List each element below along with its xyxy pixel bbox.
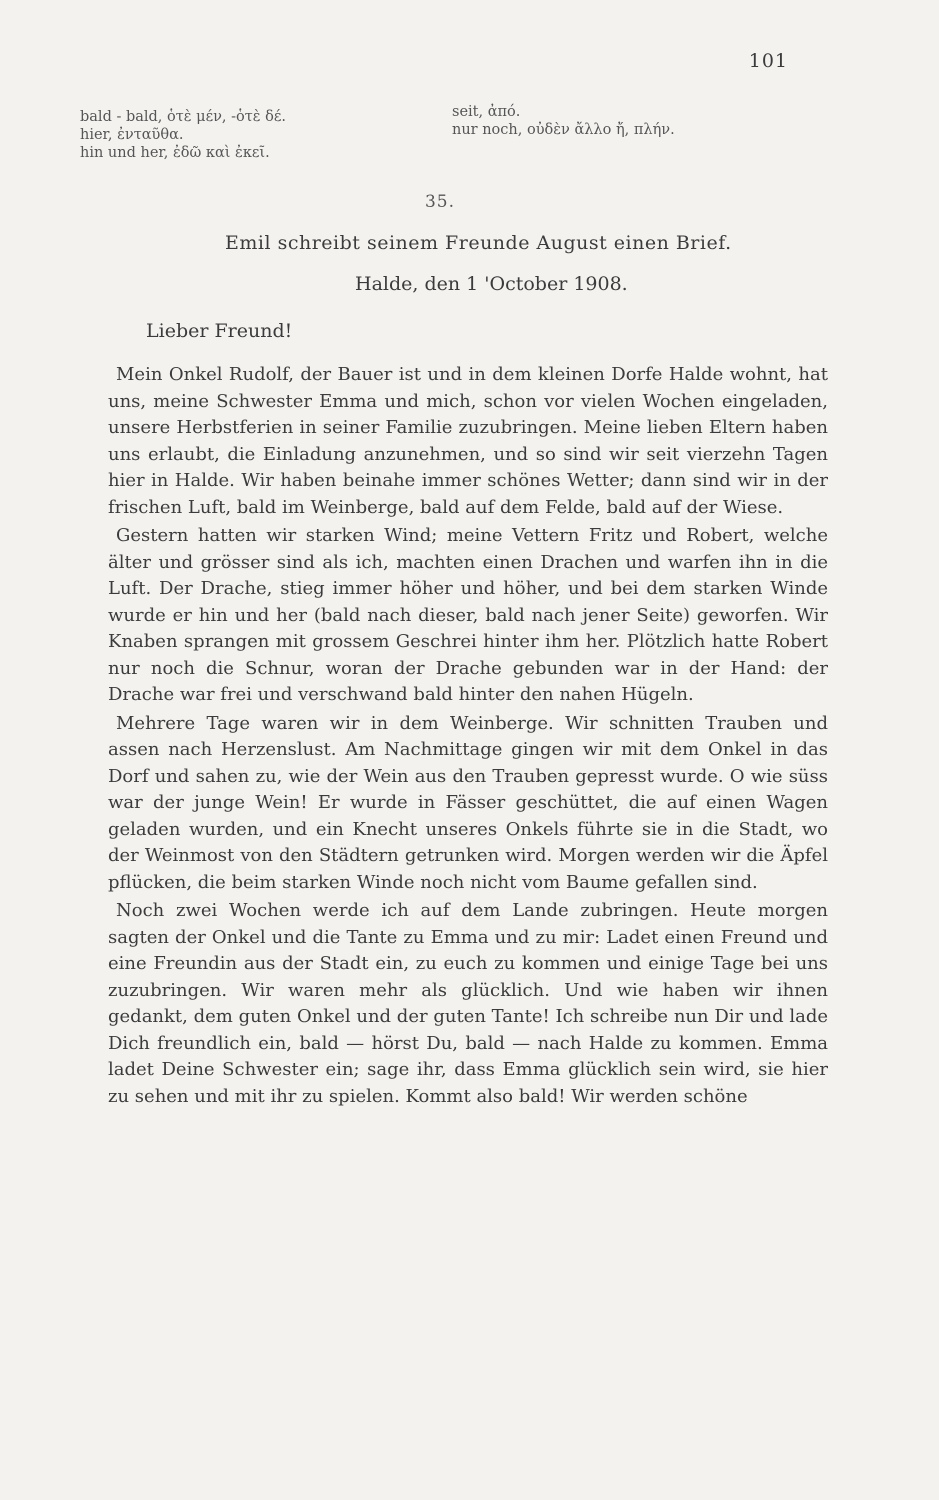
page-number: 101 xyxy=(748,50,788,72)
vocabulary-list-right xyxy=(452,103,675,139)
lesson-number: 35. xyxy=(424,192,456,212)
vocabulary-list-left xyxy=(80,108,286,162)
lesson-heading: Emil schreibt seinem Freunde August einen Brief. xyxy=(225,232,732,254)
letter-paragraph: Mein Onkel Rudolf, der Bauer ist und in dem kleinen Dorfe Halde wohnt, hat uns, meine Schwester Emma und mich, schon vor vielen Wochen eingeladen, unsere Herbstferien in seiner Familie zuzubringen. Meine lieben Eltern haben uns erlaubt, die Einladung anzunehmen, und so sind wir seit vierzehn Tagen hier in Halde. Wir haben beinahe immer schönes Wetter; dann sind wir in der frischen Luft, bald im Weinberge, bald auf dem Felde, bald auf der Wiese. xyxy=(108,364,828,518)
letter-paragraph: Mehrere Tage waren wir in dem Weinberge. Wir schnitten Trauben und assen nach Herzenslust. Am Nachmittage gingen wir mit dem Onkel in das Dorf und sahen zu, wie der Wein aus den Trauben gepresst wurde. O wie süss war der junge Wein! Er wurde in Fässer geschüttet, die auf einen Wagen geladen wurden, und ein Knecht unseres Onkels führte sie in die Stadt, wo der Weinmost von den Städtern getrunken wird. Morgen werden wir die Äpfel pflücken, die beim starken Winde noch nicht vom Baume gefallen sind. xyxy=(108,712,828,893)
vocabulary-entry: hier, ἐνταῦθα. xyxy=(80,127,184,143)
letter-dateline: Halde, den 1 'October 1908. xyxy=(355,273,628,295)
vocabulary-entry: seit, ἀπό. xyxy=(452,104,521,120)
letter-paragraph: Noch zwei Wochen werde ich auf dem Lande zubringen. Heute morgen sagten der Onkel und die Tante zu Emma und zu mir: Ladet einen Freund und eine Freundin aus der Stadt ein, zu euch zu kommen und einige Tage bei uns zuzubringen. Wir waren mehr als glücklich. Und wie haben wir ihnen gedankt, dem guten Onkel und der guten Tante! Ich schreibe nun Dir und lade Dich freundlich ein, bald — hörst Du, bald — nach Halde zu kommen. Emma ladet Deine Schwester ein; sage ihr, dass Emma glücklich sein wird, sie hier zu sehen und mit ihr zu spielen. Kommt also bald! Wir werden schöne xyxy=(108,900,828,1107)
vocabulary-entry: bald - bald, ὁτὲ μέν, -ὁτὲ δέ. xyxy=(80,109,287,125)
vocabulary-entry: hin und her, ἐδῶ καὶ ἐκεῖ. xyxy=(80,145,270,161)
letter-paragraph: Gestern hatten wir starken Wind; meine Vettern Fritz und Robert, welche älter und grösser sind als ich, machten einen Drachen und warfen ihn in die Luft. Der Drache, stieg immer höher und höher, und bei dem starken Winde wurde er hin und her (bald nach dieser, bald nach jener Seite) geworfen. Wir Knaben sprangen mit grossem Geschrei hinter ihm her. Plötzlich hatte Robert nur noch die Schnur, woran der Drache gebunden war in der Hand: der Drache war frei und verschwand bald hinter den nahen Hügeln. xyxy=(108,525,828,705)
letter-body xyxy=(108,362,828,1110)
letter-salutation: Lieber Freund! xyxy=(146,320,293,342)
vocabulary-entry: nur noch, οὐδὲν ἄλλο ἤ, πλήν. xyxy=(452,122,675,138)
